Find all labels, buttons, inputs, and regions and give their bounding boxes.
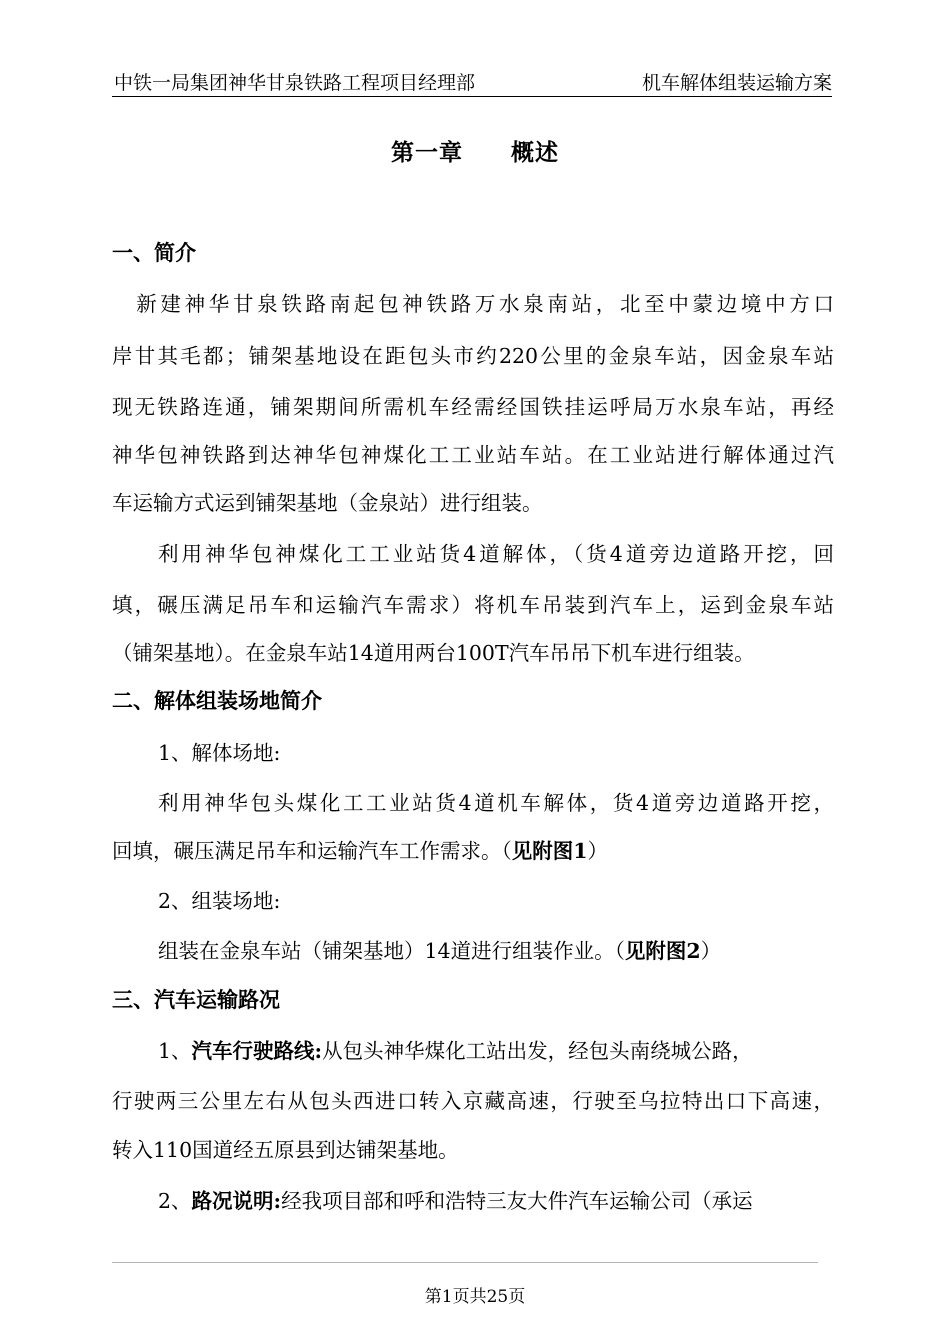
paragraph-line: 神华包神铁路到达神华包神煤化工工业站车站。在工业站进行解体通过汽 [112, 443, 834, 467]
paragraph-line [158, 1034, 753, 1064]
paragraph-line [112, 834, 608, 864]
chapter-title: 第一章 概述 [391, 139, 559, 166]
paragraph-line: 车运输方式运到铺架基地（金泉站）进行组装。 [112, 491, 543, 515]
paragraph-line: 行驶两三公里左右从包头西进口转入京藏高速，行驶至乌拉特出口下高速， [112, 1089, 834, 1113]
route-label: 汽车行驶路线: [191, 1039, 323, 1063]
paragraph-line: 填，碾压满足吊车和运输汽车需求）将机车吊装到汽车上，运到金泉车站 [112, 593, 834, 617]
paragraph-line: （铺架基地）。在金泉车站14道用两台100T汽车吊吊下机车进行组装。 [112, 641, 755, 665]
text-span: 组装在金泉车站（铺架基地）14道进行组装作业。（ [158, 939, 625, 963]
site-item-disassembly: 1、解体场地: [158, 741, 281, 765]
text-span: 2、 [158, 1189, 192, 1213]
site-item-assembly: 2、组装场地: [158, 889, 281, 913]
page-header [112, 62, 832, 97]
section-heading-sites: 二、解体组装场地简介 [112, 688, 322, 713]
paragraph-line: 新建神华甘泉铁路南起包神铁路万水泉南站，北至中蒙边境中方口 [112, 292, 834, 316]
condition-label: 路况说明: [191, 1189, 282, 1213]
text-span: 经我项目部和呼和浩特三友大件汽车运输公司（承运 [281, 1189, 753, 1213]
section-heading-road: 三、汽车运输路况 [112, 987, 280, 1012]
paragraph-line: 利用神华包头煤化工工业站货4道机车解体，货4道旁边道路开挖， [158, 791, 834, 815]
figure-reference-2: 见附图2 [624, 939, 701, 963]
text-span: 1、 [158, 1039, 192, 1063]
text-span: ） [587, 839, 609, 863]
text-span: 回填，碾压满足吊车和运输汽车工作需求。（ [112, 839, 512, 863]
paragraph-line: 转入110国道经五原县到达铺架基地。 [112, 1138, 459, 1162]
page-number: 第1页共25页 [424, 1287, 526, 1307]
text-span: ） [700, 939, 722, 963]
figure-reference-1: 见附图1 [511, 839, 588, 863]
paragraph-line: 现无铁路连通，铺架期间所需机车经需经国铁挂运呼局万水泉车站，再经 [112, 395, 834, 419]
header-right-text: 机车解体组装运输方案 [641, 72, 832, 94]
section-heading-intro: 一、简介 [112, 240, 196, 265]
paragraph-line [158, 1184, 753, 1214]
paragraph-line [158, 934, 721, 964]
footer-divider [112, 1262, 818, 1263]
header-left-text: 中铁一局集团神华甘泉铁路工程项目经理部 [114, 72, 476, 94]
paragraph-line: 利用神华包神煤化工工业站货4道解体，（货4道旁边道路开挖，回 [158, 542, 834, 566]
paragraph-line: 岸甘其毛都；铺架基地设在距包头市约220公里的金泉车站，因金泉车站 [112, 344, 834, 368]
text-span: 从包头神华煤化工站出发，经包头南绕城公路， [322, 1039, 753, 1063]
